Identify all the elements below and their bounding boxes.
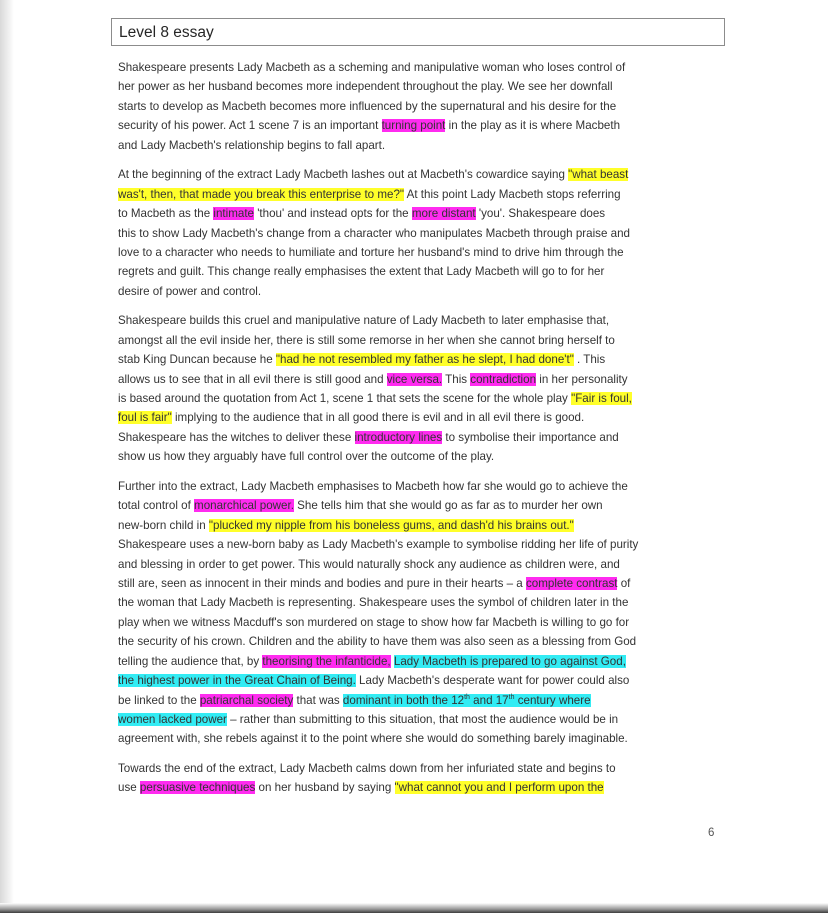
- text-line: Shakespeare presents Lady Macbeth as a scheming and manipulative woman who loses control of: [118, 61, 626, 74]
- highlight-yellow: "had he not resembled my father as he slept, I had done't": [275, 353, 574, 367]
- text-line: Towards the end of the extract, Lady Macbeth calms down from her infuriated state and begins to: [118, 761, 616, 775]
- text-line: play when we witness Macduff's son murdered on stage to show how far Macbeth is willing to go for: [118, 615, 630, 629]
- text-line: use persuasive techniques on her husband by saying "what cannot you and I perform upon the: [118, 781, 604, 795]
- paragraph-5: [118, 759, 718, 798]
- document-title: Level 8 essay: [119, 24, 214, 41]
- text-line: total control of monarchical power. She tells him that she would go as far as to murder her own: [118, 499, 603, 513]
- highlight-magenta: complete contrast: [525, 576, 618, 590]
- title-box: [111, 18, 725, 46]
- text-line: be linked to the patriarchal society that was dominant in both the 12th and 17th century where: [118, 693, 591, 707]
- text-line: Shakespeare uses a new-born baby as Lady Macbeth's example to symbolise ridding her life of purity: [118, 538, 639, 552]
- text-line: was't, then, that made you break this enterprise to me?" At this point Lady Macbeth stops referring: [118, 187, 621, 201]
- highlight-magenta: more distant: [411, 207, 476, 221]
- text-line: At the beginning of the extract Lady Macbeth lashes out at Macbeth's cowardice saying "what beast: [118, 168, 629, 182]
- highlight-magenta: monarchical power.: [194, 499, 294, 513]
- paragraph-2: [118, 165, 718, 301]
- highlight-magenta: patriarchal society: [199, 693, 294, 707]
- highlight-magenta: introductory lines: [354, 430, 443, 444]
- highlight-magenta: persuasive techniques: [139, 781, 256, 795]
- paragraph-4: [118, 477, 718, 749]
- text-line: new-born child in "plucked my nipple from his boneless gums, and dash'd his brains out.": [118, 518, 574, 532]
- text-line: desire of power and control.: [118, 284, 262, 298]
- page-number: 6: [708, 827, 715, 839]
- highlight-magenta: turning point: [381, 119, 446, 133]
- highlight-magenta: contradiction: [470, 372, 537, 386]
- text-line: and blessing in order to get power. This would naturally shock any audience as children were, and: [118, 557, 620, 571]
- highlight-yellow: "what cannot you and I perform upon the: [394, 781, 604, 795]
- text-line: her power as her husband becomes more independent throughout the play. We see her downfall: [118, 80, 613, 94]
- text-line: foul is fair" implying to the audience that in all good there is evil and in all evil there is good.: [118, 411, 585, 425]
- scan-bottom-edge: [0, 903, 828, 913]
- highlight-cyan: women lacked power: [118, 713, 227, 726]
- highlight-yellow: "plucked my nipple from his boneless gums, and dash'd his brains out.": [208, 518, 574, 532]
- text-line: agreement with, she rebels against it to the point where she would do something barely imaginable.: [118, 732, 628, 746]
- highlight-magenta: intimate: [213, 207, 254, 221]
- text-line: the woman that Lady Macbeth is representing. Shakespeare uses the symbol of children later in the: [118, 596, 629, 610]
- scan-edge-shadow: [0, 0, 14, 913]
- paragraph-3: [118, 311, 718, 467]
- text-line: the security of his crown. Children and the ability to have them was also seen as a blessing from God: [118, 635, 637, 649]
- highlight-yellow: "what beast: [568, 168, 629, 182]
- highlight-magenta: vice versa.: [386, 372, 443, 386]
- text-line: this to show Lady Macbeth's change from a character who manipulates Macbeth through praise and: [118, 226, 630, 240]
- highlight-magenta: theorising the infanticide,: [262, 654, 391, 668]
- text-line: Shakespeare has the witches to deliver these introductory lines to symbolise their importance and: [118, 430, 619, 444]
- text-line: amongst all the evil inside her, there is still some remorse in her when she cannot bring herself to: [118, 333, 615, 347]
- text-line: regrets and guilt. This change really emphasises the extent that Lady Macbeth will go to for her: [118, 265, 605, 279]
- text-line: telling the audience that, by theorising the infanticide, Lady Macbeth is prepared to go against God,: [118, 654, 626, 668]
- text-line: the highest power in the Great Chain of Being. Lady Macbeth's desperate want for power could also: [118, 674, 630, 688]
- text-line: is based around the quotation from Act 1, scene 1 that sets the scene for the whole play "Fair is foul,: [118, 392, 632, 405]
- text-line: to Macbeth as the intimate 'thou' and instead opts for the more distant 'you'. Shakespeare does: [118, 207, 606, 221]
- text-line: love to a character who needs to humiliate and torture her husband's mind to drive him through the: [118, 245, 624, 259]
- text-line: allows us to see that in all evil there is still good and vice versa. This contradiction in her personality: [118, 372, 628, 386]
- highlight-cyan: Lady Macbeth is prepared to go against God,: [393, 654, 626, 668]
- text-line: women lacked power – rather than submitting to this situation, that most the audience would be in: [118, 713, 619, 726]
- text-line: Shakespeare builds this cruel and manipulative nature of Lady Macbeth to later emphasise that,: [118, 314, 610, 328]
- text-line: still are, seen as innocent in their minds and bodies and pure in their hearts – a complete contrast of: [118, 576, 631, 590]
- text-line: security of his power. Act 1 scene 7 is an important turning point in the play as it is where Macbeth: [118, 119, 621, 133]
- text-line: stab King Duncan because he "had he not resembled my father as he slept, I had done't" . This: [118, 353, 606, 367]
- text-line: starts to develop as Macbeth becomes more influenced by the supernatural and his desire for the: [118, 99, 617, 113]
- highlight-yellow: foul is fair": [118, 411, 172, 425]
- paragraph-1: [118, 58, 718, 155]
- text-line: show us how they arguably have full control over the outcome of the play.: [118, 450, 495, 464]
- highlight-cyan: dominant in both the 12th and 17th century where: [342, 693, 591, 707]
- highlight-yellow: was't, then, that made you break this enterprise to me?": [118, 187, 405, 201]
- highlight-yellow: "Fair is foul,: [571, 392, 632, 405]
- highlight-cyan: the highest power in the Great Chain of Being.: [118, 674, 356, 688]
- essay-body: [118, 58, 718, 798]
- text-line: Further into the extract, Lady Macbeth emphasises to Macbeth how far she would go to achieve the: [118, 479, 628, 493]
- text-line: and Lady Macbeth's relationship begins to fall apart.: [118, 138, 386, 152]
